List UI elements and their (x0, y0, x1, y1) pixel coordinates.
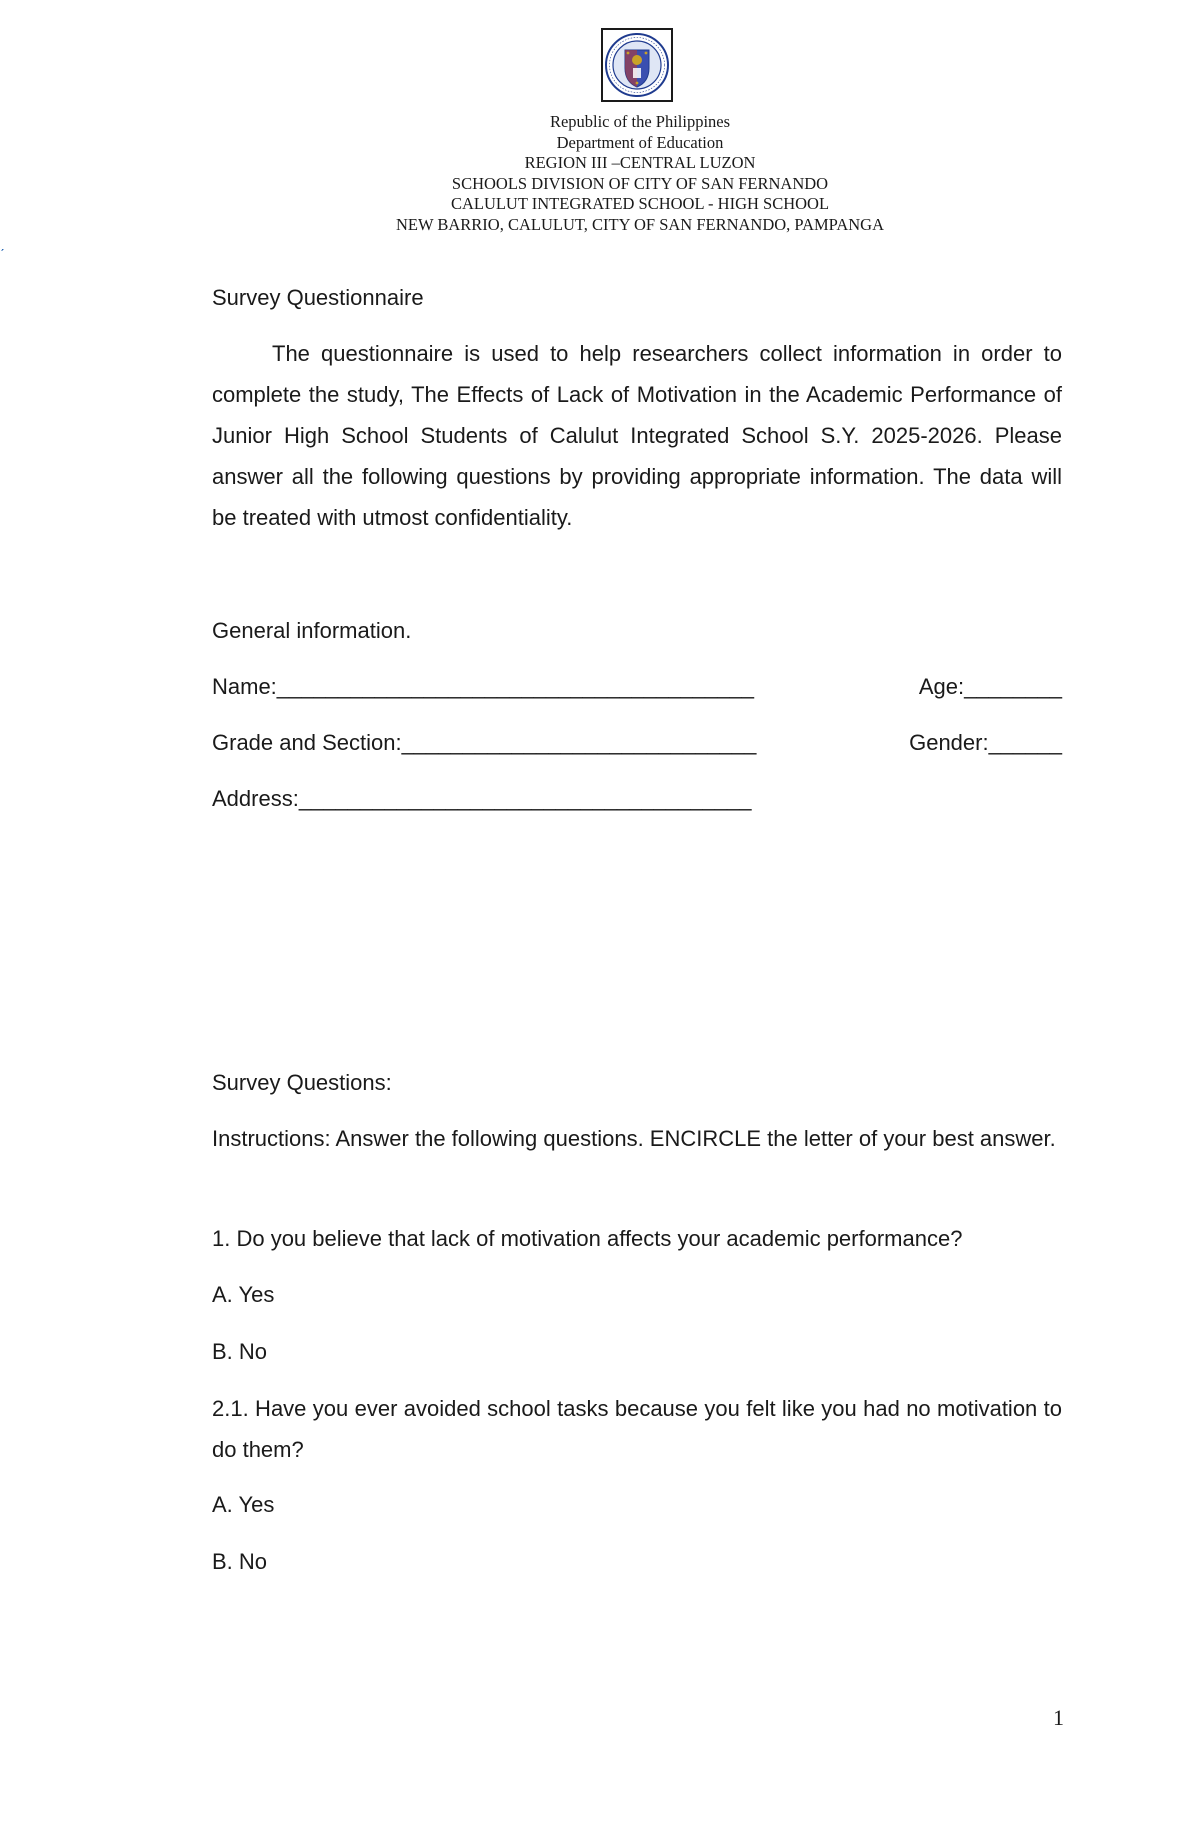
letterhead-line-department: Department of Education (556, 132, 724, 152)
edge-mark: ˊ (0, 246, 5, 262)
address-field: Address:_____________________________________ (212, 786, 752, 811)
letterhead (300, 112, 980, 235)
deped-seal-icon (601, 28, 673, 102)
question-2-option-b: B. No (212, 1549, 268, 1574)
letterhead-line-republic: Republic of the Philippines (549, 112, 731, 131)
general-info-heading: General information. (212, 618, 412, 643)
age-field: Age:________ (918, 674, 1062, 699)
question-2: 2.1. Have you ever avoided school tasks because you felt like you had no motivation to do them? (212, 1396, 1062, 1462)
survey-questions-heading: Survey Questions: (212, 1070, 392, 1095)
instructions-text: Instructions: Answer the following questions. ENCIRCLE the letter of your best answer. (212, 1126, 1056, 1151)
letterhead-line-division: SCHOOLS DIVISION OF CITY OF SAN FERNANDO (451, 173, 829, 193)
name-field: Name:_______________________________________ (212, 674, 754, 699)
letterhead-line-school: CALULUT INTEGRATED SCHOOL - HIGH SCHOOL (450, 194, 830, 213)
intro-paragraph: The questionnaire is used to help researchers collect information in order to complete the study, The Effects of Lack of Motivation in the Academic Performance of Junior High School Students of Calulut Integrated School S.Y. 2025-2026. Please answer all the following questions by providing appropriate information. The data will be treated with utmost confidentiality. (212, 341, 1062, 530)
question-1: 1. Do you believe that lack of motivation affects your academic performance? (212, 1226, 963, 1251)
survey-title: Survey Questionnaire (212, 285, 424, 310)
question-2-option-a: A. Yes (212, 1492, 275, 1517)
seal-graphic (603, 30, 671, 100)
grade-section-field: Grade and Section:_____________________________ (212, 730, 757, 755)
letterhead-line-region: REGION III –CENTRAL LUZON (524, 153, 756, 172)
page-number: 1 (1053, 1705, 1064, 1730)
gender-field: Gender:______ (909, 730, 1062, 755)
letterhead-line-address: NEW BARRIO, CALULUT, CITY OF SAN FERNANDO, PAMPANGA (395, 214, 885, 234)
question-1-option-a: A. Yes (212, 1282, 275, 1307)
question-1-option-b: B. No (212, 1339, 268, 1364)
